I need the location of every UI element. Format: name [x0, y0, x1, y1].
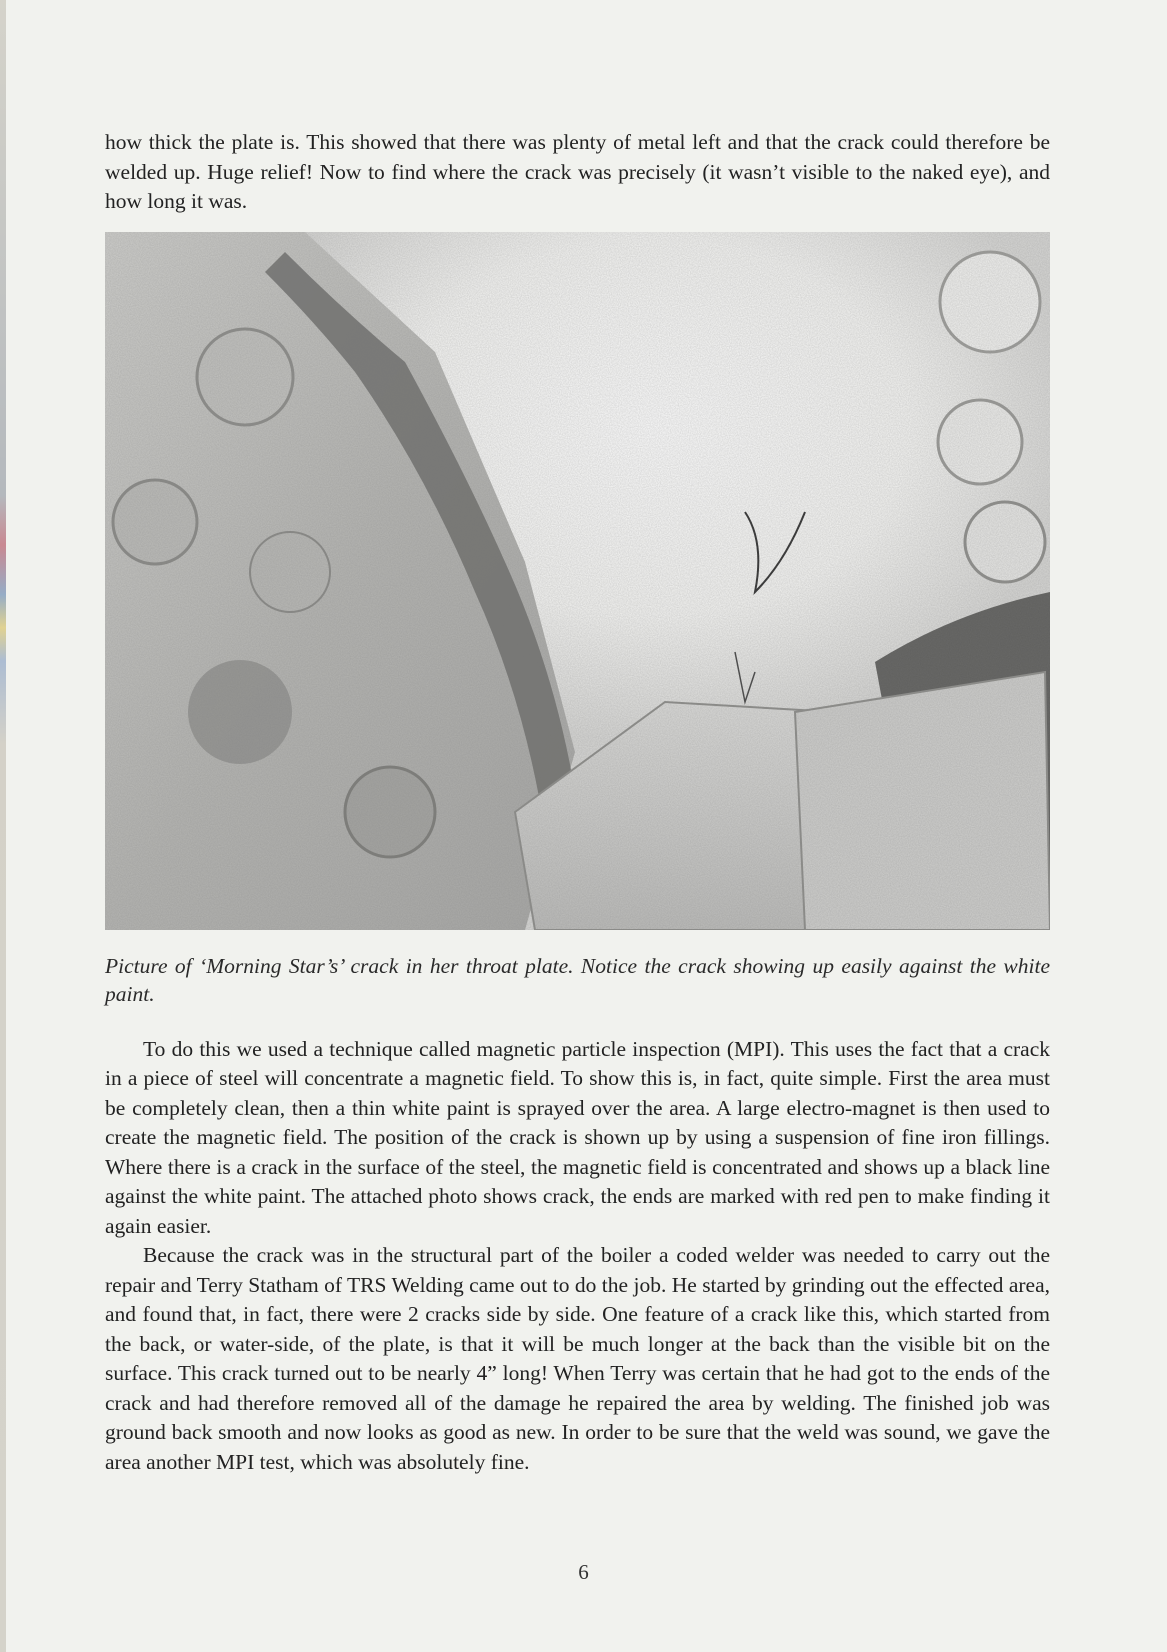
figure-caption: Picture of ‘Morning Star’s’ crack in her throat plate. Notice the crack showing up easily against the white paint. — [105, 953, 1050, 1006]
page-content — [105, 128, 1050, 1477]
page-number: 6 — [578, 1560, 589, 1584]
paragraph-mpi: To do this we used a technique called magnetic particle inspection (MPI). This uses the fact that a crack in a piece of steel will concentrate a magnetic field. To show this is, in fact, quite simple. First the area must be completely clean, then a thin white paint is sprayed over the area. A large electro-magnet is then used to create the magnetic field. The position of the crack is shown up by using a suspension of fine iron fillings. Where there is a crack in the surface of the steel, the magnetic field is concentrated and shows up a black line against the white paint. The attached photo shows crack, the ends are marked with red pen to make finding it again easier. — [105, 1036, 1050, 1238]
throat-plate-crack-photo — [105, 232, 1050, 930]
page-binding-edge — [0, 0, 6, 1652]
body-text — [105, 1035, 1050, 1478]
paragraph-repair: Because the crack was in the structural part of the boiler a coded welder was needed to carry out the repair and Terry Statham of TRS Welding came out to do the job. He started by grinding out the effected area, and found that, in fact, there were 2 cracks side by side. One feature of a crack like this, which started from the back, or water-side, of the plate, is that it will be much longer at the back than the visible bit on the surface. This crack turned out to be nearly 4” long! When Terry was certain that he had got to the ends of the crack and had therefore removed all of the damage he repaired the area by welding. The finished job was ground back smooth and now looks as good as new. In order to be sure that the weld was sound, we gave the area another MPI test, which was absolutely fine. — [105, 1243, 1050, 1474]
intro-paragraph: how thick the plate is. This showed that there was plenty of metal left and that the crack could therefore be welded up. Huge relief! Now to find where the crack was precisely (it wasn’t visible to the naked eye), and how long it was. — [105, 130, 1050, 213]
